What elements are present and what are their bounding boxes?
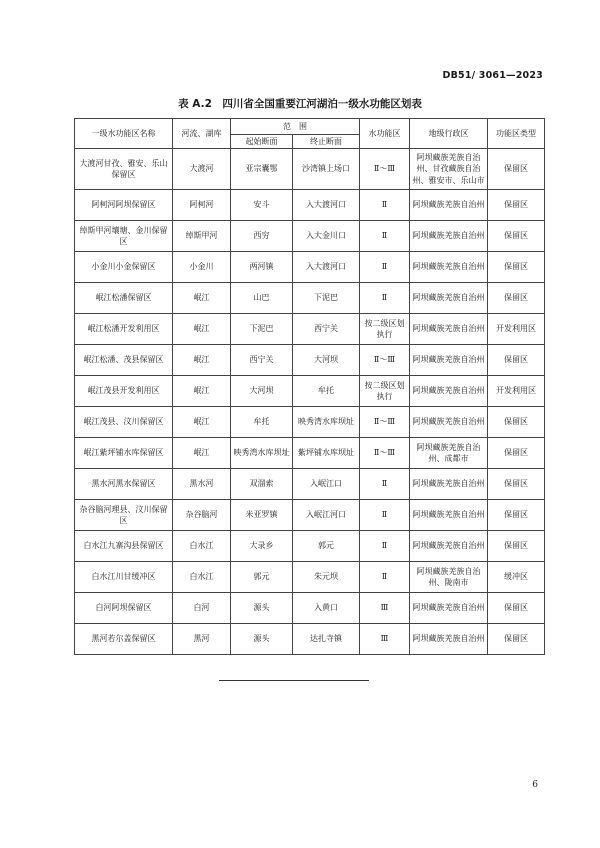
cell-name: 小金川小金保留区 [75,252,173,283]
table-row [75,190,545,221]
cell-start: 双溜索 [231,469,293,500]
table-row [75,500,545,531]
cell-region: 阿坝藏族羌族自治州 [410,469,488,500]
cell-end: 达扎寺镇 [293,624,360,655]
cell-type: 保留区 [488,593,545,624]
table-row [75,314,545,345]
cell-region: 阿坝藏族羌族自治州 [410,252,488,283]
cell-region: 阿坝藏族羌族自治州 [410,345,488,376]
cell-start: 西穷 [231,221,293,252]
cell-end: 紫坪铺水库坝址 [293,438,360,469]
header-river: 河流、湖库 [173,119,231,149]
cell-name: 杂谷脑河理县、汶川保留区 [75,500,173,531]
cell-type: 开发利用区 [488,314,545,345]
cell-end: 牟托 [293,376,360,407]
cell-end: 大河坝 [293,345,360,376]
table-row [75,345,545,376]
table-body [75,149,545,655]
page-number: 6 [532,780,538,790]
cell-category: 按二级区划执行 [360,314,410,345]
cell-start: 两河镇 [231,252,293,283]
cell-start: 映秀湾水库坝址 [231,438,293,469]
cell-region: 阿坝藏族羌族自治州 [410,407,488,438]
header-name: 一级水功能区名称 [75,119,173,149]
cell-start: 源头 [231,624,293,655]
header-region: 地级行政区 [410,119,488,149]
cell-region: 阿坝藏族羌族自治州 [410,314,488,345]
cell-category: 按二级区划执行 [360,376,410,407]
table-title: 表 A.2 四川省全国重要江河湖泊一级水功能区划表 [178,98,422,110]
cell-name: 白水江川甘缓冲区 [75,562,173,593]
table-row [75,531,545,562]
cell-name: 大渡河甘孜、雅安、乐山保留区 [75,149,173,190]
cell-start: 源头 [231,593,293,624]
cell-river: 小金川 [173,252,231,283]
cell-region: 阿坝藏族羌族自治州、甘孜藏族自治州、雅安市、乐山市 [410,149,488,190]
cell-category: Ⅱ [360,500,410,531]
cell-river: 黑河 [173,624,231,655]
cell-river: 白水江 [173,562,231,593]
table-row [75,149,545,190]
cell-river: 岷江 [173,407,231,438]
cell-end: 入大渡河口 [293,252,360,283]
header-type: 功能区类型 [488,119,545,149]
cell-type: 保留区 [488,624,545,655]
cell-name: 白水江九寨沟县保留区 [75,531,173,562]
cell-river: 白水江 [173,531,231,562]
table-row [75,469,545,500]
cell-river: 岷江 [173,376,231,407]
cell-type: 保留区 [488,345,545,376]
cell-name: 岷江茂县、汶川保留区 [75,407,173,438]
cell-river: 绰斯甲河 [173,221,231,252]
cell-name: 黑水河黑水保留区 [75,469,173,500]
table-row [75,593,545,624]
cell-region: 阿坝藏族羌族自治州 [410,531,488,562]
table-row [75,438,545,469]
cell-name: 岷江松潘保留区 [75,283,173,314]
cell-end: 朱元坝 [293,562,360,593]
cell-river: 杂谷脑河 [173,500,231,531]
cell-category: Ⅱ [360,221,410,252]
cell-region: 阿坝藏族羌族自治州 [410,283,488,314]
table-row [75,283,545,314]
header-end: 终止断面 [293,135,360,149]
cell-region: 阿坝藏族羌族自治州 [410,190,488,221]
footnote-divider [219,680,369,681]
cell-start: 牟托 [231,407,293,438]
cell-type: 保留区 [488,531,545,562]
cell-end: 郭元 [293,531,360,562]
cell-type: 保留区 [488,438,545,469]
cell-type: 缓冲区 [488,562,545,593]
cell-region: 阿坝藏族羌族自治州、陇南市 [410,562,488,593]
cell-region: 阿坝藏族羌族自治州 [410,221,488,252]
cell-category: Ⅱ [360,469,410,500]
document-code: DB51/ 3061—2023 [442,70,543,81]
cell-river: 阿柯河 [173,190,231,221]
table-row [75,562,545,593]
cell-name: 岷江松潘开发利用区 [75,314,173,345]
cell-type: 保留区 [488,221,545,252]
water-function-zone-table [74,118,544,655]
cell-start: 下泥巴 [231,314,293,345]
cell-category: Ⅲ [360,624,410,655]
cell-region: 阿坝藏族羌族自治州、成都市 [410,438,488,469]
table-row [75,252,545,283]
cell-end: 入岷江口 [293,469,360,500]
cell-start: 亚宗囊鄂 [231,149,293,190]
table-row [75,376,545,407]
cell-name: 白河阿坝保留区 [75,593,173,624]
cell-type: 保留区 [488,407,545,438]
header-start: 起始断面 [231,135,293,149]
cell-region: 阿坝藏族羌族自治州 [410,624,488,655]
cell-name: 岷江松潘、茂县保留区 [75,345,173,376]
cell-start: 郭元 [231,562,293,593]
cell-start: 大录乡 [231,531,293,562]
cell-type: 保留区 [488,149,545,190]
cell-river: 岷江 [173,283,231,314]
cell-name: 岷江茂县开发利用区 [75,376,173,407]
cell-start: 山巴 [231,283,293,314]
cell-category: Ⅱ [360,190,410,221]
cell-region: 阿坝藏族羌族自治州 [410,500,488,531]
cell-end: 映秀湾水库坝址 [293,407,360,438]
cell-type: 开发利用区 [488,376,545,407]
table-row [75,407,545,438]
cell-category: Ⅱ～Ⅲ [360,407,410,438]
cell-type: 保留区 [488,283,545,314]
header-range: 范 围 [231,119,360,135]
cell-region: 阿坝藏族羌族自治州 [410,376,488,407]
cell-end: 入大金川口 [293,221,360,252]
cell-type: 保留区 [488,190,545,221]
cell-category: Ⅱ～Ⅲ [360,345,410,376]
cell-river: 黑水河 [173,469,231,500]
cell-type: 保留区 [488,252,545,283]
table-row [75,624,545,655]
cell-river: 白河 [173,593,231,624]
cell-type: 保留区 [488,469,545,500]
cell-type: 保留区 [488,500,545,531]
cell-category: Ⅱ [360,531,410,562]
cell-river: 大渡河 [173,149,231,190]
cell-category: Ⅱ [360,283,410,314]
cell-name: 阿柯河阿坝保留区 [75,190,173,221]
cell-category: Ⅲ [360,593,410,624]
cell-end: 西宁关 [293,314,360,345]
cell-region: 阿坝藏族羌族自治州 [410,593,488,624]
cell-river: 岷江 [173,438,231,469]
cell-river: 岷江 [173,345,231,376]
cell-start: 西宁关 [231,345,293,376]
cell-end: 下泥巴 [293,283,360,314]
cell-end: 入黄口 [293,593,360,624]
cell-end: 入大渡河口 [293,190,360,221]
cell-end: 入岷江河口 [293,500,360,531]
cell-start: 安斗 [231,190,293,221]
cell-category: Ⅱ [360,562,410,593]
cell-name: 黑河若尔盖保留区 [75,624,173,655]
cell-name: 岷江紫坪铺水库保留区 [75,438,173,469]
cell-category: Ⅱ [360,252,410,283]
cell-name: 绰斯甲河壤塘、金川保留区 [75,221,173,252]
cell-category: Ⅱ～Ⅲ [360,438,410,469]
cell-category: Ⅱ～Ⅲ [360,149,410,190]
cell-end: 沙湾镇上场口 [293,149,360,190]
table-row [75,221,545,252]
header-category: 水功能区 [360,119,410,149]
cell-river: 岷江 [173,314,231,345]
cell-start: 大河坝 [231,376,293,407]
cell-start: 米亚罗镇 [231,500,293,531]
